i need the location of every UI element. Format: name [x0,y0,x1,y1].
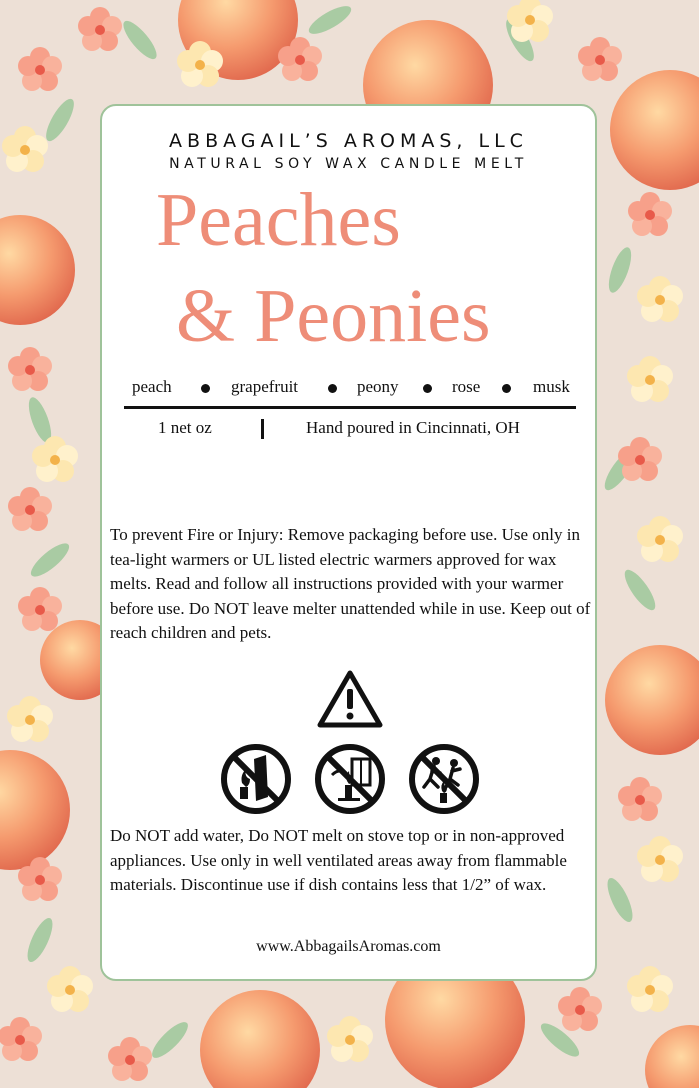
safety-warning: To prevent Fire or Injury: Remove packaging before use. Use only in tea-light warmers or UL listed electric warmers approved for wax melts. Read and follow all instructions provided with your warmer before use. Do NOT leave melter unattended while in use. Keep out of reach children and pets. [110,525,591,642]
scent-note: peach [132,377,172,396]
no-flammables-icon [220,743,292,815]
product-title-line1: Peaches [156,178,401,262]
website-url: www.AbbagailsAromas.com [256,938,441,955]
scent-notes [132,374,572,402]
no-children-icon [408,743,480,815]
brand-name: ABBAGAIL’S AROMAS, LLC [169,130,528,152]
no-stove-icon [314,743,386,815]
scent-note: grapefruit [231,377,299,396]
usage-warning: Do NOT add water, Do NOT melt on stove top or in non-approved appliances. Use only in well ventilated areas away from flammable materials. Discontinue use if dish contains less that 1/2” of wax. [110,826,567,894]
product-meta [124,416,576,440]
bullet-dot [423,384,432,393]
product-type: NATURAL SOY WAX CANDLE MELT [169,156,528,172]
bullet-dot [328,384,337,393]
scent-note: musk [533,377,570,396]
product-title-line2: & Peonies [176,274,491,358]
bullet-dot [201,384,210,393]
scent-note: peony [357,377,399,396]
divider-rule [124,406,576,409]
bullet-dot [502,384,511,393]
meta-separator [261,419,264,439]
scent-note: rose [452,377,481,396]
net-weight: 1 net oz [158,418,212,437]
origin: Hand poured in Cincinnati, OH [306,418,520,437]
warning-triangle-icon [316,669,384,729]
label-card [100,104,597,981]
